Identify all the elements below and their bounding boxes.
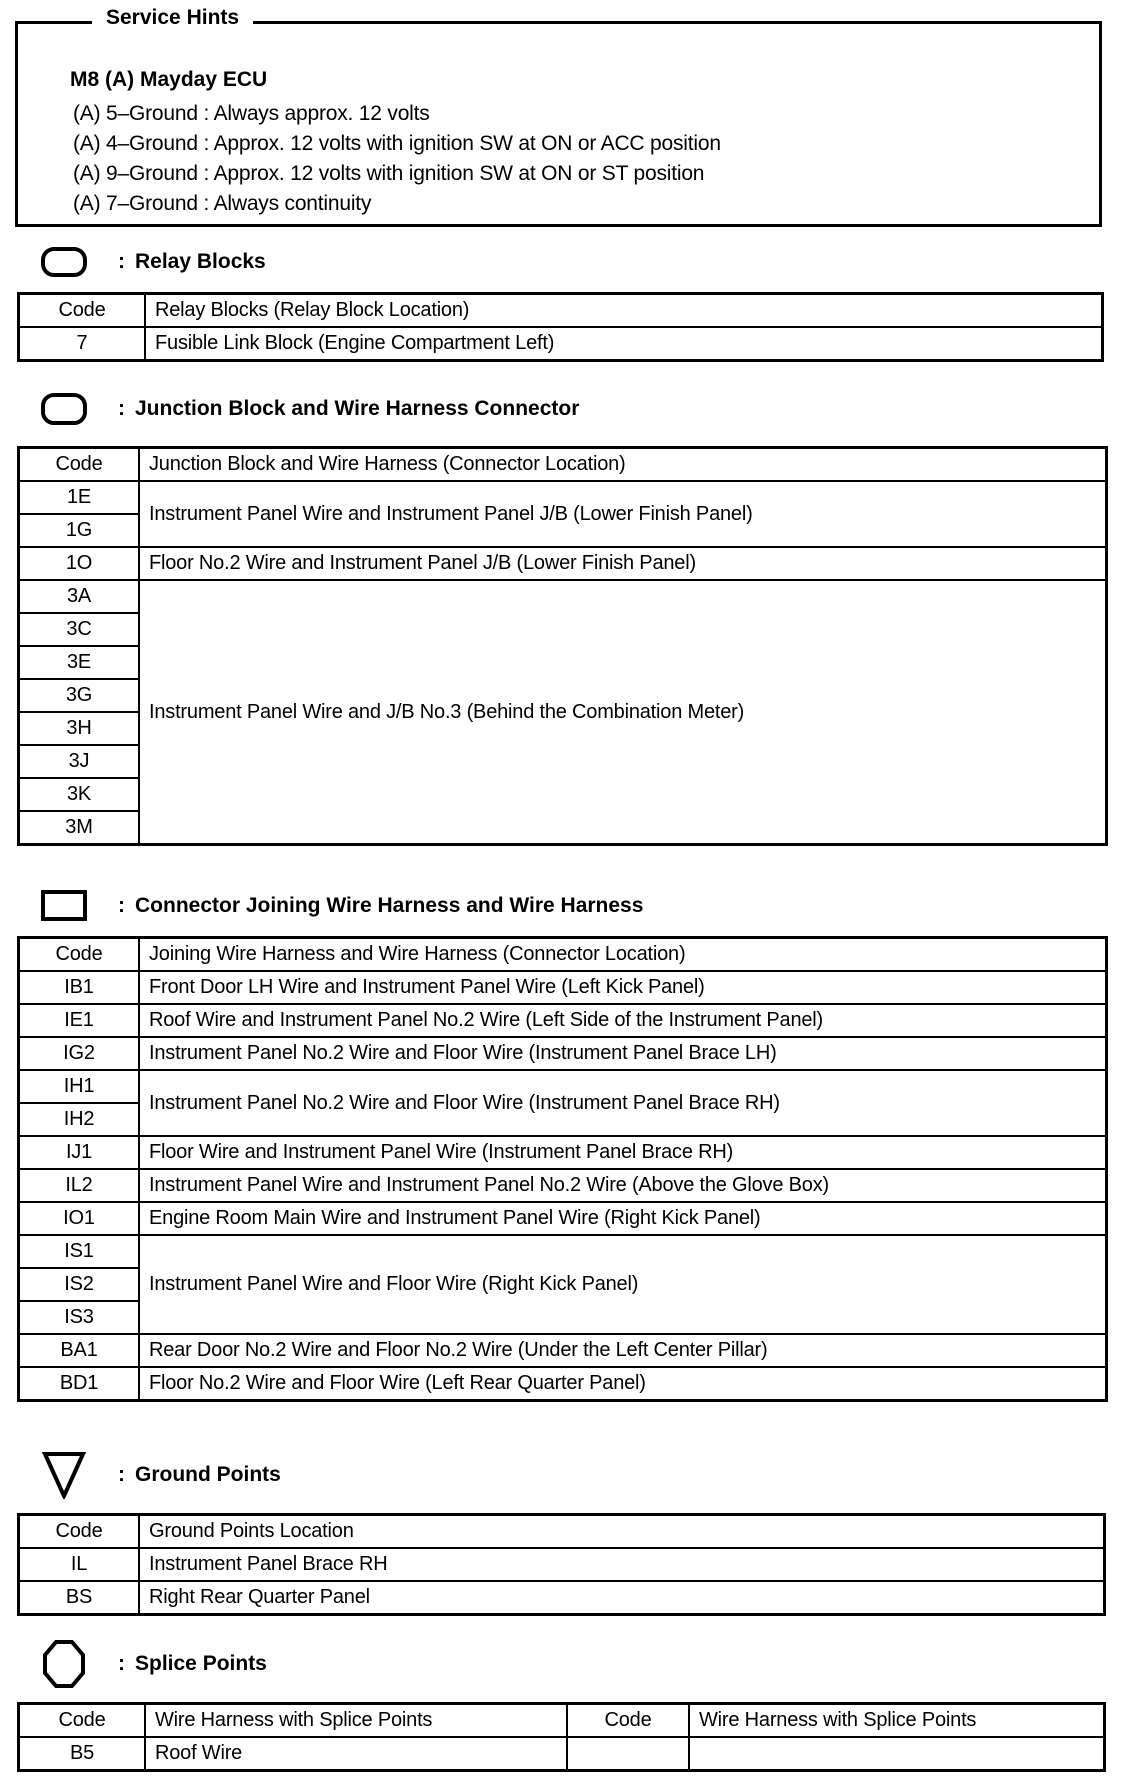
table-row (19, 481, 1107, 514)
colon: : (118, 397, 125, 420)
header-desc: Relay Blocks (Relay Block Location) (145, 294, 1103, 328)
table-row (19, 1169, 1107, 1202)
ground-points-table (17, 1513, 1106, 1616)
service-hints-box (15, 21, 1102, 227)
octagon-icon (40, 1642, 88, 1686)
ecu-heading: M8 (A) Mayday ECU (70, 68, 268, 91)
hint-line: (A) 4–Ground : Approx. 12 volts with ignition SW at ON or ACC position (73, 132, 721, 155)
code-cell: IS2 (19, 1268, 140, 1301)
hint-line: (A) 9–Ground : Approx. 12 volts with ignition SW at ON or ST position (73, 162, 705, 185)
table-row (19, 1235, 1107, 1268)
table-header-row (19, 448, 1107, 482)
code-cell: BA1 (19, 1334, 140, 1367)
desc-cell: Floor No.2 Wire and Floor Wire (Left Rear Quarter Panel) (139, 1367, 1107, 1401)
code-cell: IO1 (19, 1202, 140, 1235)
section-title: Connector Joining Wire Harness and Wire Harness (135, 894, 644, 917)
code-cell: BS (19, 1581, 140, 1615)
relay-blocks-heading (40, 240, 266, 284)
desc-cell: Roof Wire (145, 1737, 567, 1771)
table-row (19, 1581, 1105, 1615)
code-cell: 3J (19, 745, 140, 778)
desc-cell: Front Door LH Wire and Instrument Panel Wire (Left Kick Panel) (139, 971, 1107, 1004)
header-code: Code (19, 294, 146, 328)
section-title: Junction Block and Wire Harness Connector (135, 397, 580, 420)
header-desc: Wire Harness with Splice Points (145, 1704, 567, 1738)
colon: : (118, 250, 125, 273)
desc-cell: Fusible Link Block (Engine Compartment Left) (145, 327, 1103, 361)
table-header-row (19, 1515, 1105, 1549)
relay-blocks-table (17, 292, 1104, 362)
code-cell: 1E (19, 481, 140, 514)
header-code: Code (19, 1704, 146, 1738)
desc-cell: Instrument Panel Wire and J/B No.3 (Behind the Combination Meter) (139, 580, 1107, 845)
code-cell: IB1 (19, 971, 140, 1004)
junction-block-heading (40, 387, 579, 431)
code-cell: IS1 (19, 1235, 140, 1268)
colon: : (118, 894, 125, 917)
header-desc: Joining Wire Harness and Wire Harness (Connector Location) (139, 938, 1107, 972)
table-row (19, 1334, 1107, 1367)
code-cell: 3A (19, 580, 140, 613)
hint-line: (A) 7–Ground : Always continuity (73, 192, 372, 215)
code-cell: IE1 (19, 1004, 140, 1037)
splice-points-heading (40, 1642, 267, 1686)
header-desc: Ground Points Location (139, 1515, 1105, 1549)
desc-cell-2 (689, 1737, 1105, 1771)
junction-block-table (17, 446, 1108, 846)
header-code: Code (19, 1515, 140, 1549)
code-cell: B5 (19, 1737, 146, 1771)
header-code: Code (19, 938, 140, 972)
code-cell: IJ1 (19, 1136, 140, 1169)
desc-cell: Instrument Panel Brace RH (139, 1548, 1105, 1581)
header-desc: Junction Block and Wire Harness (Connector Location) (139, 448, 1107, 482)
table-header-row (19, 938, 1107, 972)
code-cell: IL2 (19, 1169, 140, 1202)
table-row (19, 1037, 1107, 1070)
code-cell: 3G (19, 679, 140, 712)
colon: : (118, 1652, 125, 1675)
rounded-rect-icon (40, 387, 88, 431)
table-row (19, 1202, 1107, 1235)
table-header-row (19, 294, 1103, 328)
code-cell: 3C (19, 613, 140, 646)
table-header-row (19, 1704, 1105, 1738)
code-cell: 1O (19, 547, 140, 580)
code-cell: IH2 (19, 1103, 140, 1136)
table-row (19, 1004, 1107, 1037)
connector-table (17, 936, 1108, 1402)
section-title: Relay Blocks (135, 250, 266, 273)
colon: : (118, 1463, 125, 1486)
desc-cell: Right Rear Quarter Panel (139, 1581, 1105, 1615)
desc-cell: Instrument Panel Wire and Floor Wire (Right Kick Panel) (139, 1235, 1107, 1334)
ground-points-heading (40, 1453, 281, 1497)
hint-line: (A) 5–Ground : Always approx. 12 volts (73, 102, 430, 125)
code-cell: 3E (19, 646, 140, 679)
desc-cell: Rear Door No.2 Wire and Floor No.2 Wire (Under the Left Center Pillar) (139, 1334, 1107, 1367)
triangle-down-icon (40, 1453, 88, 1497)
table-row (19, 971, 1107, 1004)
section-title: Ground Points (135, 1463, 281, 1486)
desc-cell: Instrument Panel Wire and Instrument Panel J/B (Lower Finish Panel) (139, 481, 1107, 547)
code-cell: 1G (19, 514, 140, 547)
table-row (19, 327, 1103, 361)
header-code: Code (19, 448, 140, 482)
desc-cell: Engine Room Main Wire and Instrument Panel Wire (Right Kick Panel) (139, 1202, 1107, 1235)
rounded-rect-icon (40, 240, 88, 284)
code-cell: IG2 (19, 1037, 140, 1070)
service-hints-title: Service Hints (92, 6, 253, 30)
header-desc-2: Wire Harness with Splice Points (689, 1704, 1105, 1738)
table-row (19, 547, 1107, 580)
code-cell: 3K (19, 778, 140, 811)
desc-cell: Instrument Panel No.2 Wire and Floor Wire (Instrument Panel Brace RH) (139, 1070, 1107, 1136)
code-cell: IS3 (19, 1301, 140, 1334)
splice-points-table (17, 1702, 1106, 1772)
table-row (19, 1070, 1107, 1103)
desc-cell: Floor Wire and Instrument Panel Wire (Instrument Panel Brace RH) (139, 1136, 1107, 1169)
square-icon (40, 884, 88, 928)
code-cell: 7 (19, 327, 146, 361)
table-row (19, 1136, 1107, 1169)
header-code-2: Code (567, 1704, 689, 1738)
table-row (19, 1548, 1105, 1581)
code-cell: 3H (19, 712, 140, 745)
table-row (19, 1737, 1105, 1771)
code-cell: IL (19, 1548, 140, 1581)
desc-cell: Floor No.2 Wire and Instrument Panel J/B (Lower Finish Panel) (139, 547, 1107, 580)
table-row (19, 1367, 1107, 1401)
desc-cell: Instrument Panel No.2 Wire and Floor Wire (Instrument Panel Brace LH) (139, 1037, 1107, 1070)
desc-cell: Instrument Panel Wire and Instrument Panel No.2 Wire (Above the Glove Box) (139, 1169, 1107, 1202)
code-cell: 3M (19, 811, 140, 845)
connector-heading (40, 884, 643, 928)
section-title: Splice Points (135, 1652, 267, 1675)
table-row (19, 580, 1107, 613)
code-cell-2 (567, 1737, 689, 1771)
desc-cell: Roof Wire and Instrument Panel No.2 Wire (Left Side of the Instrument Panel) (139, 1004, 1107, 1037)
code-cell: BD1 (19, 1367, 140, 1401)
code-cell: IH1 (19, 1070, 140, 1103)
